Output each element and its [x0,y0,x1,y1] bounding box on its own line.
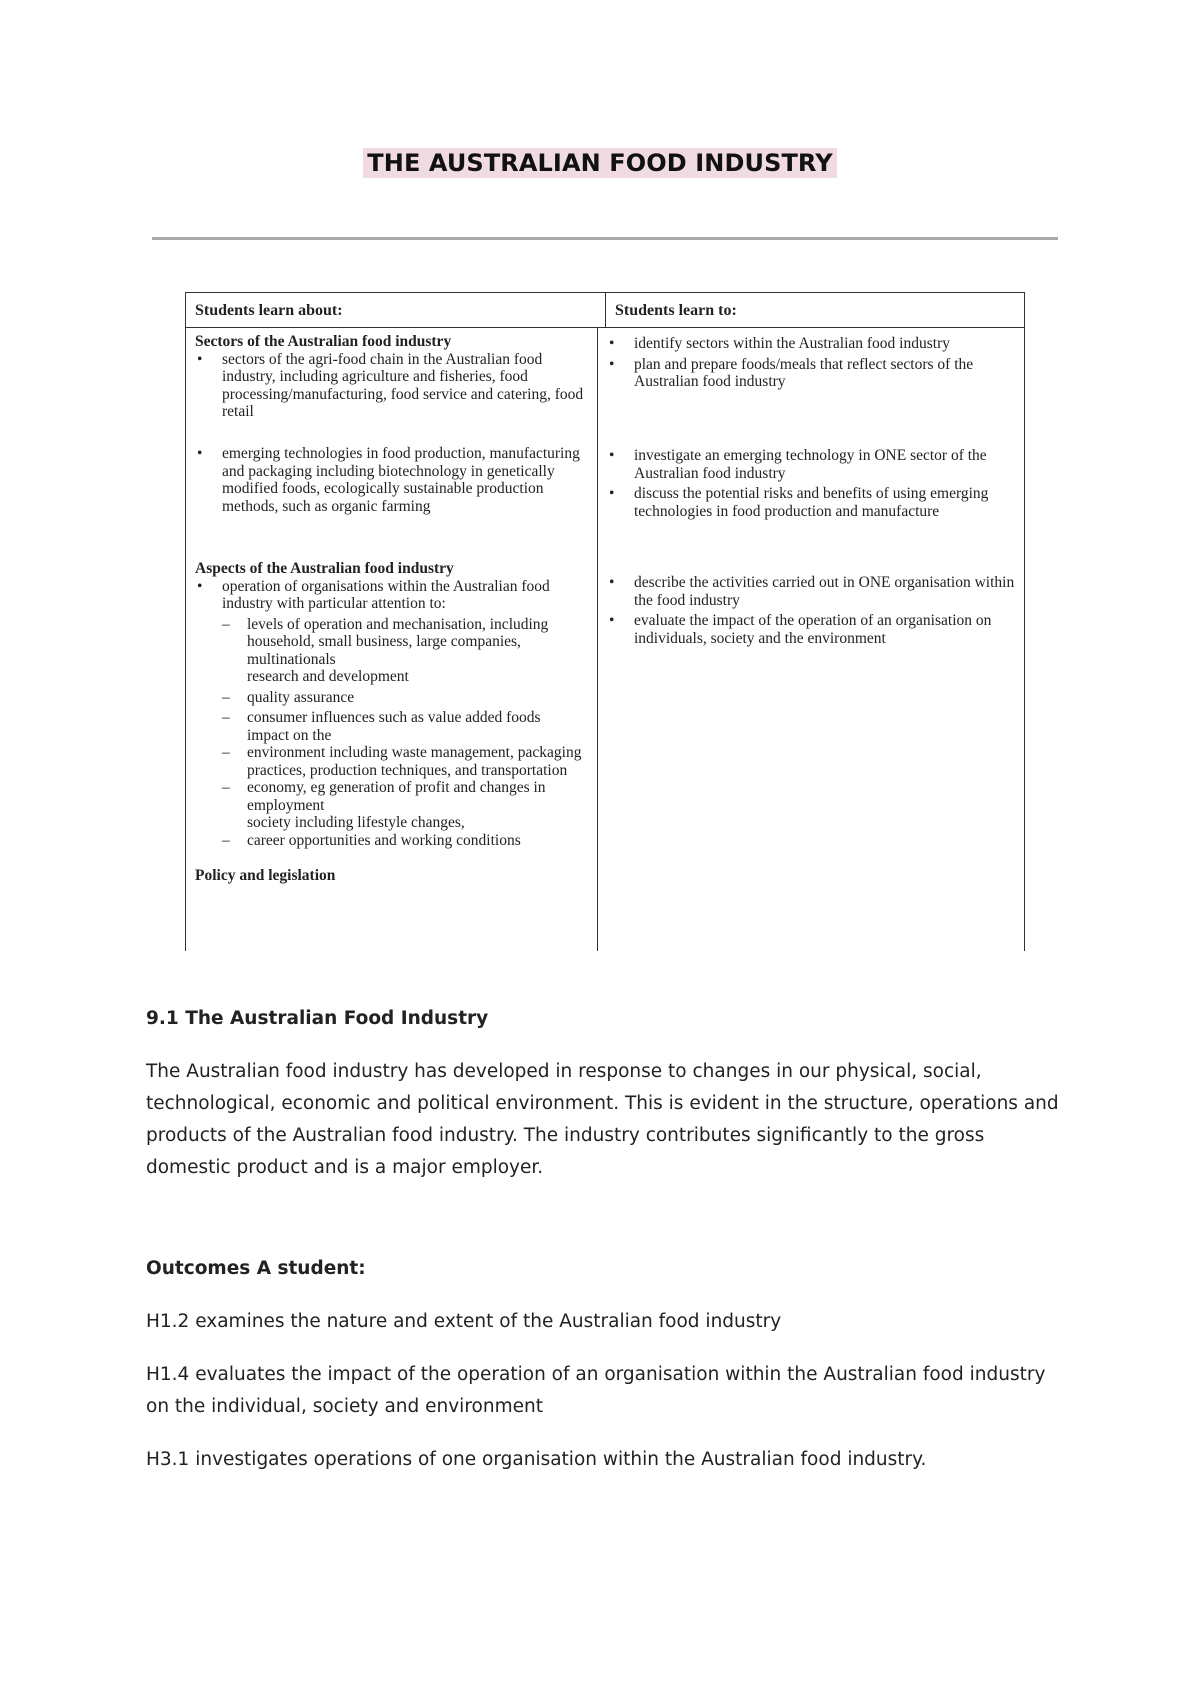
aspects-block [186,560,597,885]
line-research-development: research and development [247,668,409,685]
outcome-item: H1.2 examines the nature and extent of the Australian food industry [146,1311,782,1332]
bullet-discuss-risks: • discuss the potential risks and benefits of using emerging technologies in food production and manufacture [598,485,1024,520]
dash-consumer-influences: – consumer influences such as value added foods [186,709,597,727]
emerging-tech-block [186,445,597,515]
bullet-identify-sectors: • identify sectors within the Australian food industry [598,335,1024,353]
bullet-plan-prepare: • plan and prepare foods/meals that reflect sectors of the Australian food industry [598,356,1024,391]
learn-about-column [186,328,598,951]
intro-paragraph-text: The Australian food industry has developed in response to changes in our physical, social, technological, economic and political environment. This is evident in the structure, operations and products of the Australian food industry. The industry contributes significantly to the gross domestic product and is a major employer. [146,1061,1059,1178]
line-society: society including lifestyle changes, [247,814,465,831]
dash-career-opportunities: – career opportunities and working conditions [186,832,597,850]
right-block-2 [598,447,1024,520]
intro-paragraph [146,1056,1066,1184]
bullet-operation-of-organisations: • operation of organisations within the Australian food industry with particular attention to: [186,578,597,613]
horizontal-rule [152,237,1058,240]
dash-levels-of-operation: – levels of operation and mechanisation, including household, small business, large companies, multinationals [186,616,597,669]
section-title-policy: Policy and legislation [195,867,336,884]
page-title: THE AUSTRALIAN FOOD INDUSTRY [363,148,836,178]
bullet-describe-activities: • describe the activities carried out in ONE organisation within the food industry [598,574,1024,609]
header-learn-to: Students learn to: [615,302,737,319]
sectors-block [186,333,597,421]
syllabus-table-image [185,292,1025,951]
line-impact-on-the: impact on the [247,726,332,744]
dash-quality-assurance: – quality assurance [186,689,597,707]
section-heading: 9.1 The Australian Food Industry [146,1008,489,1029]
section-title-sectors: Sectors of the Australian food industry [195,333,452,350]
bullet-agri-food-chain: • sectors of the agri-food chain in the Australian food industry, including agriculture and fisheries, food processing/manufacturing, food service and catering, food retail [186,351,597,421]
dash-economy: – economy, eg generation of profit and changes in employment [186,779,597,814]
learn-to-column [598,328,1024,951]
right-block-3 [598,574,1024,647]
header-learn-about: Students learn about: [186,293,606,327]
bullet-emerging-technologies: • emerging technologies in food production, manufacturing and packaging including biotechnology in genetically modified foods, ecologically sustainable production methods, such as organic farming [186,445,597,515]
section-title-aspects: Aspects of the Australian food industry [195,560,454,577]
dash-environment: – environment including waste management, packaging practices, production techniques, and transportation [186,744,597,779]
title-container [0,148,1200,178]
outcome-item: H1.4 evaluates the impact of the operation of an organisation within the Australian food industry on the individual, society and environment [146,1364,1046,1417]
syllabus-header-row [186,293,1024,328]
bullet-investigate-technology: • investigate an emerging technology in ONE sector of the Australian food industry [598,447,1024,482]
right-block-1 [598,335,1024,391]
outcomes-heading: Outcomes A student: [146,1258,366,1279]
syllabus-body [186,328,1024,951]
outcome-item: H3.1 investigates operations of one organisation within the Australian food industry. [146,1449,927,1470]
bullet-evaluate-impact: • evaluate the impact of the operation of an organisation on individuals, society and the environment [598,612,1024,647]
